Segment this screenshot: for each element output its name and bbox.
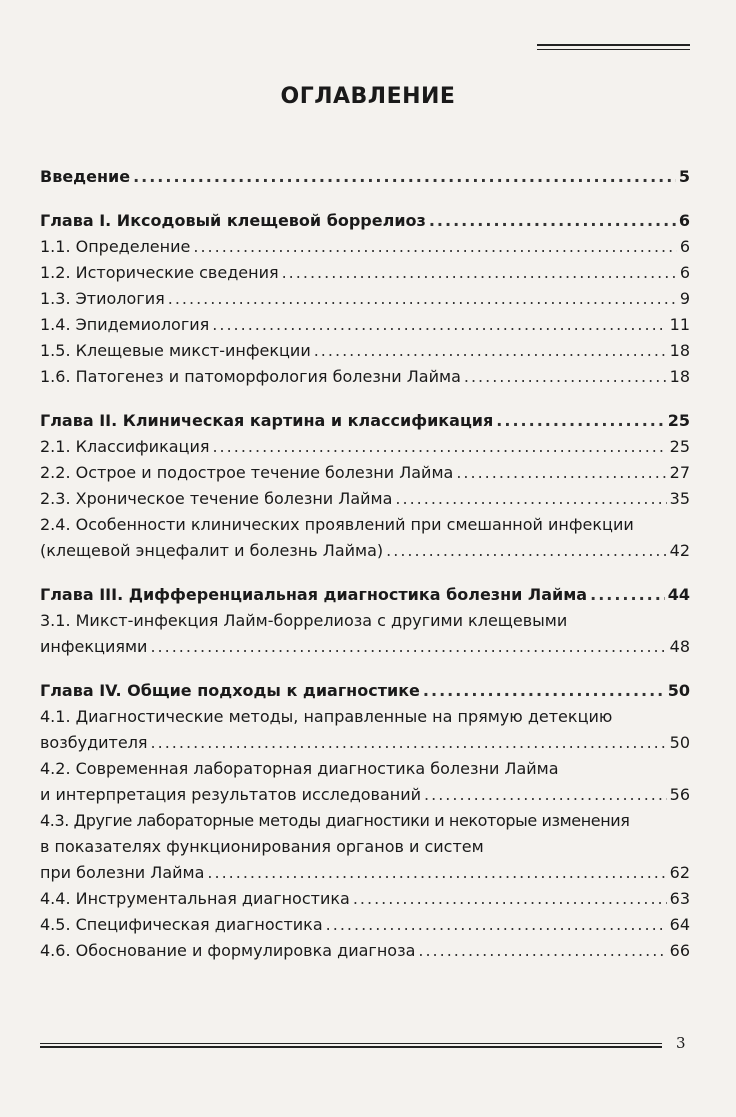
toc-entry-2-1[interactable]: 2.1. Классификация ..... 25 (40, 434, 690, 460)
toc-entry-3-1-line1[interactable]: 3.1. Микст-инфекция Лайм-боррелиоза с другими клещевыми (40, 611, 568, 630)
toc-entry-1-4[interactable]: 1.4. Эпидемиология ..... 11 (40, 312, 690, 338)
toc-entry-introduction[interactable]: Введение ..... 5 (40, 164, 690, 190)
header-rule (537, 44, 690, 50)
toc-entry-chapter-4[interactable]: Глава IV. Общие подходы к диагностике ..... 50 (40, 678, 690, 704)
toc-entry-chapter-1[interactable]: Глава I. Иксодовый клещевой боррелиоз ..... 6 (40, 208, 690, 234)
toc-entry-4-6[interactable]: 4.6. Обоснование и формулировка диагноза ..... 66 (40, 938, 690, 964)
toc-entry-2-3[interactable]: 2.3. Хроническое течение болезни Лайма ..... 35 (40, 486, 690, 512)
page-title: ОГЛАВЛЕНИЕ (280, 84, 456, 109)
table-of-contents (40, 164, 690, 964)
toc-entry-1-5[interactable]: 1.5. Клещевые микст-инфекции ..... 18 (40, 338, 690, 364)
footer-rule (40, 1043, 662, 1048)
toc-entry-1-1[interactable]: 1.1. Определение ..... 6 (40, 234, 690, 260)
toc-entry-4-3-line2[interactable]: в показателях функционирования органов и систем (40, 837, 484, 856)
toc-entry-4-2[interactable]: и интерпретация результатов исследований ..... 56 (40, 782, 690, 808)
toc-entry-3-1[interactable]: инфекциями ..... 48 (40, 634, 690, 660)
toc-entry-1-3[interactable]: 1.3. Этиология ..... 9 (40, 286, 690, 312)
toc-entry-chapter-2[interactable]: Глава II. Клиническая картина и классификация ..... 25 (40, 408, 690, 434)
toc-entry-1-2[interactable]: 1.2. Исторические сведения ..... 6 (40, 260, 690, 286)
toc-entry-4-3-line1[interactable]: 4.3. Другие лабораторные методы диагностики и некоторые изменения (40, 811, 630, 830)
toc-entry-2-4[interactable]: (клещевой энцефалит и болезнь Лайма) ..... 42 (40, 538, 690, 564)
toc-entry-4-3[interactable]: при болезни Лайма ..... 62 (40, 860, 690, 886)
toc-entry-4-1-line1[interactable]: 4.1. Диагностические методы, направленные на прямую детекцию (40, 707, 613, 726)
toc-entry-4-2-line1[interactable]: 4.2. Современная лабораторная диагностика болезни Лайма (40, 759, 559, 778)
toc-entry-4-1[interactable]: возбудителя ..... 50 (40, 730, 690, 756)
toc-entry-2-4-line1[interactable]: 2.4. Особенности клинических проявлений при смешанной инфекции (40, 515, 634, 534)
toc-entry-4-5[interactable]: 4.5. Специфическая диагностика ..... 64 (40, 912, 690, 938)
toc-entry-2-2[interactable]: 2.2. Острое и подострое течение болезни Лайма ..... 27 (40, 460, 690, 486)
toc-entry-4-4[interactable]: 4.4. Инструментальная диагностика ..... 63 (40, 886, 690, 912)
page-number: 3 (676, 1034, 686, 1052)
toc-entry-chapter-3[interactable]: Глава III. Дифференциальная диагностика болезни Лайма ..... 44 (40, 582, 690, 608)
toc-entry-1-6[interactable]: 1.6. Патогенез и патоморфология болезни Лайма ..... 18 (40, 364, 690, 390)
